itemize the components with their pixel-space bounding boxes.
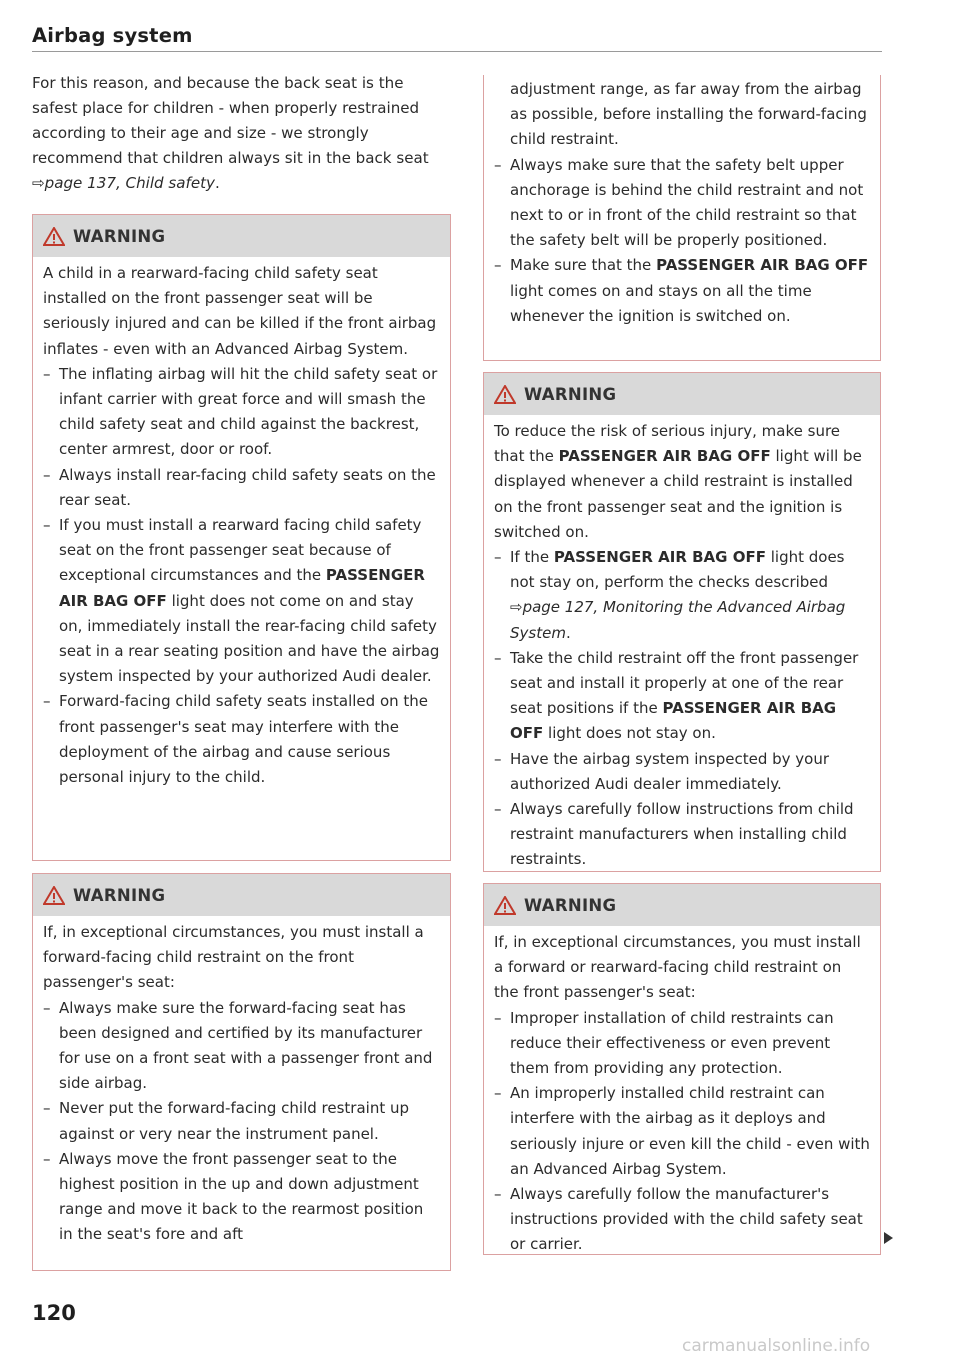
list-item bbox=[494, 1006, 870, 1082]
continue-arrow-icon bbox=[884, 1232, 893, 1244]
warning-intro: If, in exceptional circumstances, you must install a forward-facing child restraint on the front passenger's seat: bbox=[43, 923, 424, 992]
item-text-post: light does not stay on, perform the checks described bbox=[510, 548, 845, 592]
warning-heading: WARNING bbox=[524, 384, 617, 404]
warning-header bbox=[33, 215, 450, 257]
list-item bbox=[494, 153, 870, 254]
intro-end: . bbox=[214, 174, 220, 192]
item-bold-text: PASSENGER AIR BAG OFF bbox=[553, 548, 766, 567]
item-text: If the bbox=[510, 548, 550, 567]
list-item bbox=[43, 362, 440, 463]
list-item bbox=[494, 747, 870, 797]
intro-cross-ref-link[interactable]: ⇨page 137, Child safety bbox=[32, 174, 215, 192]
warning-box-3 bbox=[483, 372, 881, 872]
list-item bbox=[494, 646, 870, 747]
item-text: Always install rear-facing child safety seats on the rear seat. bbox=[59, 465, 436, 509]
list-item bbox=[43, 996, 440, 1097]
item-text: An improperly installed child restraint can interfere with the airbag as it deploys and seriously injure or even kill the child - even with an Advanced Airbag System. bbox=[510, 1084, 870, 1178]
item-bold-text: PASSENGER AIR BAG OFF bbox=[510, 699, 837, 743]
warning-heading: WARNING bbox=[73, 885, 166, 905]
warning-intro bbox=[494, 419, 870, 545]
item-bold-text: PASSENGER AIR BAG OFF bbox=[59, 566, 425, 610]
item-text: The inflating airbag will hit the child safety seat or infant carrier with great force and will smash the child safety seat and child against the backrest, center armrest, door or roof. bbox=[59, 364, 438, 459]
page-number: 120 bbox=[32, 1301, 76, 1325]
warning-box-4 bbox=[483, 883, 881, 1255]
intro-paragraph bbox=[32, 71, 451, 196]
list-item bbox=[43, 513, 440, 689]
warning-box-2 bbox=[32, 873, 451, 1271]
list-item bbox=[494, 545, 870, 646]
watermark-text: carmanualsonline.info bbox=[682, 1336, 871, 1356]
item-text: Always make sure that the safety belt upper anchorage is behind the child restraint and not next to or in front of the child restraint so that the safety belt will be properly positioned. bbox=[510, 155, 864, 250]
item-text: Forward-facing child safety seats installed on the front passenger's seat may interfere with the deployment of the airbag and cause serious personal injury to the child. bbox=[59, 692, 429, 787]
warning-list bbox=[494, 545, 870, 873]
item-text: If you must install a rearward facing child safety seat on the front passenger seat because of exceptional circumstances and the bbox=[59, 516, 422, 585]
item-text: Always carefully follow the manufacturer's instructions provided with the child safety seat or carrier. bbox=[510, 1185, 863, 1254]
item-text-post: light does not come on and stay on, immediately install the rear-facing child safety seat in a rear seating position and have the airbag system inspected by your authorized Audi dealer. bbox=[59, 591, 440, 686]
item-end: . bbox=[565, 623, 571, 642]
warning-header bbox=[484, 884, 880, 926]
header-rule bbox=[32, 51, 882, 52]
list-item bbox=[43, 1096, 440, 1146]
warning-heading: WARNING bbox=[524, 895, 617, 915]
list-item bbox=[494, 253, 870, 329]
item-text: Always make sure the forward-facing seat has been designed and certified by its manufacturer for use on a front seat with a passenger front and side airbag. bbox=[59, 998, 433, 1093]
item-text-post: light does not stay on. bbox=[548, 724, 716, 743]
list-item bbox=[494, 1081, 870, 1182]
warning-list bbox=[494, 77, 870, 329]
list-item bbox=[494, 797, 870, 873]
warning-triangle-icon bbox=[43, 227, 65, 246]
intro-text: To reduce the risk of serious injury, make sure that the bbox=[494, 422, 841, 466]
warning-intro: A child in a rearward-facing child safety seat installed on the front passenger seat will be seriously injured and can be killed if the front airbag inflates - even with an Advanced Airbag System. bbox=[43, 264, 437, 358]
item-text: Never put the forward-facing child restraint up against or very near the instrument panel. bbox=[59, 1099, 410, 1143]
item-bold-text: PASSENGER AIR BAG OFF bbox=[656, 256, 869, 275]
intro-text-post: light will be displayed whenever a child restraint is installed on the front passenger seat and the ignition is switched on. bbox=[494, 447, 862, 541]
warning-intro: If, in exceptional circumstances, you must install a forward or rearward-facing child restraint on the front passenger's seat: bbox=[494, 933, 861, 1002]
warning-list bbox=[43, 996, 440, 1248]
warning-triangle-icon bbox=[494, 896, 516, 915]
warning-triangle-icon bbox=[43, 886, 65, 905]
section-title: Airbag system bbox=[32, 24, 193, 47]
item-text: Always move the front passenger seat to the highest position in the up and down adjustment range and move it back to the rearmost position in the seat's fore and aft bbox=[59, 1149, 424, 1244]
warning-header bbox=[484, 373, 880, 415]
cross-ref-link[interactable]: ⇨page 127, Monitoring the Advanced Airbag System bbox=[510, 598, 846, 642]
list-item bbox=[494, 77, 870, 153]
list-item bbox=[43, 689, 440, 790]
warning-list bbox=[494, 1006, 870, 1258]
item-text: Have the airbag system inspected by your authorized Audi dealer immediately. bbox=[510, 749, 830, 793]
warning-continuation-box bbox=[483, 75, 881, 361]
item-text: Always carefully follow instructions from child restraint manufacturers when installing child restraints. bbox=[510, 800, 854, 869]
intro-bold-text: PASSENGER AIR BAG OFF bbox=[558, 447, 771, 466]
list-item bbox=[494, 1182, 870, 1258]
list-item bbox=[43, 463, 440, 513]
warning-triangle-icon bbox=[494, 385, 516, 404]
item-text: adjustment range, as far away from the airbag as possible, before installing the forward-facing child restraint. bbox=[510, 80, 867, 149]
warning-heading: WARNING bbox=[73, 226, 166, 246]
intro-text: For this reason, and because the back seat is the safest place for children - when properly restrained according to their age and size - we strongly recommend that children always sit in the back seat bbox=[32, 74, 429, 167]
warning-header bbox=[33, 874, 450, 916]
warning-box-1 bbox=[32, 214, 451, 861]
item-text: Make sure that the bbox=[510, 256, 652, 275]
warning-list bbox=[43, 362, 440, 790]
item-text: Improper installation of child restraints can reduce their effectiveness or even prevent them from providing any protection. bbox=[510, 1008, 834, 1078]
list-item bbox=[43, 1147, 440, 1248]
item-text: Take the child restraint off the front passenger seat and install it properly at one of the rear seat positions if the bbox=[510, 648, 859, 718]
item-text-post: light comes on and stays on all the time whenever the ignition is switched on. bbox=[510, 281, 812, 325]
